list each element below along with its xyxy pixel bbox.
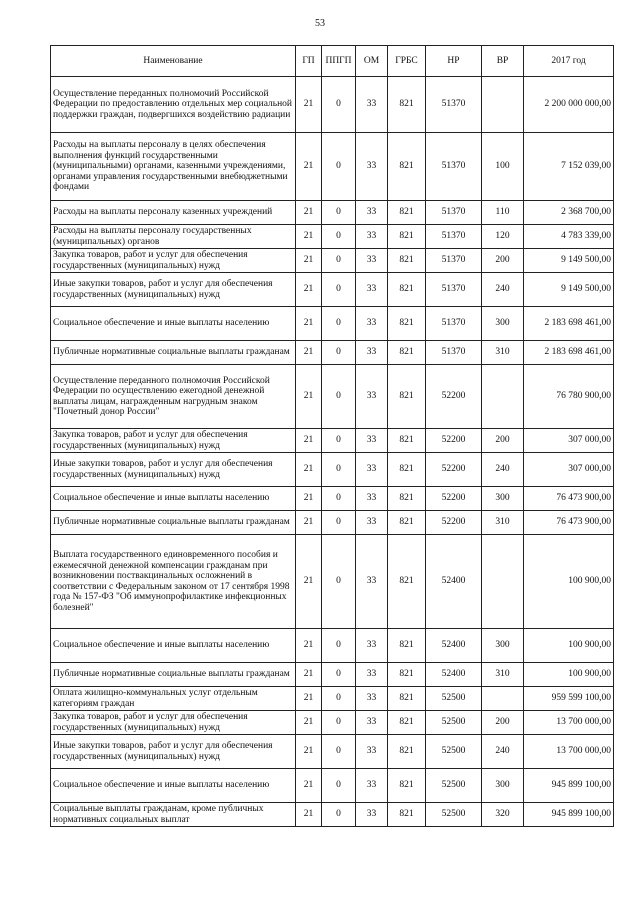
table-header-row [51,46,614,77]
row-om: 33 [356,487,388,511]
row-amount: 76 473 900,00 [524,487,614,511]
row-ppgp: 0 [322,453,356,487]
row-np: 52200 [426,487,482,511]
row-om: 33 [356,629,388,663]
row-grbs: 821 [388,663,426,687]
row-amount: 2 183 698 461,00 [524,307,614,341]
row-name: Оплата жилищно-коммунальных услуг отдельным категориям граждан [51,687,296,711]
row-om: 33 [356,225,388,249]
row-ppgp: 0 [322,511,356,535]
row-vr [482,687,524,711]
row-vr: 110 [482,201,524,225]
row-np: 51370 [426,341,482,365]
row-amount: 945 899 100,00 [524,769,614,803]
row-gp: 21 [296,803,322,827]
row-om: 33 [356,249,388,273]
row-grbs: 821 [388,453,426,487]
row-vr: 240 [482,735,524,769]
row-vr: 300 [482,487,524,511]
row-ppgp: 0 [322,735,356,769]
row-vr: 300 [482,307,524,341]
row-name: Социальные выплаты гражданам, кроме публичных нормативных социальных выплат [51,803,296,827]
table-row [51,663,614,687]
table-row [51,307,614,341]
header-ppgp: ППГП [322,46,356,77]
row-amount: 4 783 339,00 [524,225,614,249]
row-amount: 100 900,00 [524,663,614,687]
row-amount: 9 149 500,00 [524,249,614,273]
row-ppgp: 0 [322,803,356,827]
row-om: 33 [356,273,388,307]
row-ppgp: 0 [322,365,356,429]
row-name: Осуществление переданного полномочия Российской Федерации по осуществлению ежегодной денежной выплаты лицам, награжденным нагрудным знаком "Почетный донор России" [51,365,296,429]
row-name: Социальное обеспечение и иные выплаты населению [51,629,296,663]
row-gp: 21 [296,487,322,511]
row-grbs: 821 [388,225,426,249]
row-ppgp: 0 [322,429,356,453]
row-om: 33 [356,711,388,735]
row-gp: 21 [296,365,322,429]
row-ppgp: 0 [322,769,356,803]
row-grbs: 821 [388,687,426,711]
row-np: 52200 [426,511,482,535]
row-name: Социальное обеспечение и иные выплаты населению [51,307,296,341]
table-row [51,629,614,663]
row-amount: 2 200 000 000,00 [524,77,614,133]
row-ppgp: 0 [322,225,356,249]
row-vr: 310 [482,663,524,687]
row-gp: 21 [296,341,322,365]
row-np: 51370 [426,249,482,273]
row-grbs: 821 [388,77,426,133]
row-amount: 100 900,00 [524,535,614,629]
row-ppgp: 0 [322,133,356,201]
row-grbs: 821 [388,769,426,803]
row-np: 51370 [426,133,482,201]
row-om: 33 [356,453,388,487]
row-grbs: 821 [388,535,426,629]
row-ppgp: 0 [322,663,356,687]
row-om: 33 [356,133,388,201]
row-np: 51370 [426,225,482,249]
row-gp: 21 [296,225,322,249]
row-grbs: 821 [388,249,426,273]
header-om: ОМ [356,46,388,77]
header-name: Наименование [51,46,296,77]
row-om: 33 [356,341,388,365]
row-amount: 307 000,00 [524,429,614,453]
row-grbs: 821 [388,511,426,535]
row-ppgp: 0 [322,341,356,365]
table-row [51,201,614,225]
row-vr: 200 [482,711,524,735]
table-row [51,487,614,511]
table-row [51,225,614,249]
row-amount: 945 899 100,00 [524,803,614,827]
row-grbs: 821 [388,273,426,307]
header-year: 2017 год [524,46,614,77]
row-np: 52500 [426,803,482,827]
header-gp: ГП [296,46,322,77]
row-amount: 100 900,00 [524,629,614,663]
row-ppgp: 0 [322,629,356,663]
row-vr: 310 [482,511,524,535]
row-amount: 959 599 100,00 [524,687,614,711]
row-name: Закупка товаров, работ и услуг для обеспечения государственных (муниципальных) нужд [51,249,296,273]
row-name: Закупка товаров, работ и услуг для обеспечения государственных (муниципальных) нужд [51,429,296,453]
row-gp: 21 [296,535,322,629]
row-np: 51370 [426,307,482,341]
row-gp: 21 [296,429,322,453]
row-gp: 21 [296,133,322,201]
row-name: Иные закупки товаров, работ и услуг для обеспечения государственных (муниципальных) нужд [51,273,296,307]
row-name: Иные закупки товаров, работ и услуг для обеспечения государственных (муниципальных) нужд [51,735,296,769]
header-vr: ВР [482,46,524,77]
row-grbs: 821 [388,133,426,201]
table-row [51,511,614,535]
row-vr: 200 [482,429,524,453]
row-vr [482,535,524,629]
row-vr [482,365,524,429]
row-vr: 310 [482,341,524,365]
row-name: Публичные нормативные социальные выплаты гражданам [51,511,296,535]
page-number: 53 [315,18,325,29]
row-amount: 7 152 039,00 [524,133,614,201]
row-ppgp: 0 [322,535,356,629]
table-row [51,273,614,307]
row-np: 52200 [426,453,482,487]
row-gp: 21 [296,769,322,803]
row-vr: 320 [482,803,524,827]
row-amount: 2 368 700,00 [524,201,614,225]
table-row [51,453,614,487]
table-row [51,249,614,273]
table-row [51,341,614,365]
table-body [51,77,614,827]
row-name: Социальное обеспечение и иные выплаты населению [51,487,296,511]
row-gp: 21 [296,201,322,225]
row-name: Осуществление переданных полномочий Российской Федерации по предоставлению отдельных мер социальной поддержки граждан, подвергшихся воздействию радиации [51,77,296,133]
row-amount: 13 700 000,00 [524,735,614,769]
row-np: 51370 [426,273,482,307]
row-grbs: 821 [388,487,426,511]
row-ppgp: 0 [322,249,356,273]
row-np: 52400 [426,535,482,629]
row-grbs: 821 [388,341,426,365]
row-grbs: 821 [388,307,426,341]
row-gp: 21 [296,735,322,769]
row-gp: 21 [296,273,322,307]
row-np: 52500 [426,687,482,711]
row-vr: 240 [482,453,524,487]
row-vr: 300 [482,629,524,663]
row-vr: 300 [482,769,524,803]
row-om: 33 [356,687,388,711]
row-om: 33 [356,735,388,769]
row-np: 51370 [426,77,482,133]
row-om: 33 [356,511,388,535]
row-name: Расходы на выплаты персоналу казенных учреждений [51,201,296,225]
row-grbs: 821 [388,201,426,225]
row-amount: 307 000,00 [524,453,614,487]
row-name: Расходы на выплаты персоналу в целях обеспечения выполнения функций государственными (муниципальными) органами, казенными учреждениями, органами управления государственными внебюджетными фондами [51,133,296,201]
header-np: НР [426,46,482,77]
table-row [51,735,614,769]
row-om: 33 [356,365,388,429]
row-np: 52200 [426,365,482,429]
row-np: 52400 [426,663,482,687]
budget-table [50,45,614,827]
row-gp: 21 [296,629,322,663]
row-name: Выплата государственного единовременного пособия и ежемесячной денежной компенсации гражданам при возникновении поствакцинальных осложнений в соответствии с Федеральным законом от 17 сентября 1998 года № 157-ФЗ "Об иммунопрофилактике инфекционных болезней" [51,535,296,629]
row-np: 52500 [426,711,482,735]
row-ppgp: 0 [322,273,356,307]
row-grbs: 821 [388,365,426,429]
row-ppgp: 0 [322,201,356,225]
row-gp: 21 [296,663,322,687]
row-ppgp: 0 [322,77,356,133]
row-grbs: 821 [388,711,426,735]
row-grbs: 821 [388,429,426,453]
row-np: 52200 [426,429,482,453]
row-name: Социальное обеспечение и иные выплаты населению [51,769,296,803]
row-om: 33 [356,663,388,687]
table-row [51,365,614,429]
row-np: 52500 [426,769,482,803]
row-gp: 21 [296,307,322,341]
row-gp: 21 [296,249,322,273]
table-row [51,803,614,827]
row-name: Иные закупки товаров, работ и услуг для обеспечения государственных (муниципальных) нужд [51,453,296,487]
row-name: Публичные нормативные социальные выплаты гражданам [51,663,296,687]
row-vr [482,77,524,133]
row-np: 52500 [426,735,482,769]
row-name: Расходы на выплаты персоналу государственных (муниципальных) органов [51,225,296,249]
row-amount: 76 473 900,00 [524,511,614,535]
row-name: Закупка товаров, работ и услуг для обеспечения государственных (муниципальных) нужд [51,711,296,735]
row-om: 33 [356,803,388,827]
row-om: 33 [356,77,388,133]
table-row [51,429,614,453]
row-ppgp: 0 [322,307,356,341]
row-om: 33 [356,201,388,225]
row-vr: 120 [482,225,524,249]
row-grbs: 821 [388,629,426,663]
row-ppgp: 0 [322,687,356,711]
row-gp: 21 [296,511,322,535]
row-gp: 21 [296,453,322,487]
row-grbs: 821 [388,735,426,769]
row-amount: 13 700 000,00 [524,711,614,735]
row-om: 33 [356,769,388,803]
row-gp: 21 [296,687,322,711]
row-amount: 76 780 900,00 [524,365,614,429]
row-vr: 200 [482,249,524,273]
row-gp: 21 [296,77,322,133]
table-row [51,77,614,133]
row-np: 52400 [426,629,482,663]
header-grbs: ГРБС [388,46,426,77]
row-vr: 100 [482,133,524,201]
row-amount: 9 149 500,00 [524,273,614,307]
table-row [51,133,614,201]
row-vr: 240 [482,273,524,307]
table-row [51,711,614,735]
row-ppgp: 0 [322,487,356,511]
row-om: 33 [356,535,388,629]
row-om: 33 [356,307,388,341]
row-grbs: 821 [388,803,426,827]
table-row [51,687,614,711]
table-row [51,769,614,803]
row-gp: 21 [296,711,322,735]
row-amount: 2 183 698 461,00 [524,341,614,365]
row-np: 51370 [426,201,482,225]
table-row [51,535,614,629]
row-om: 33 [356,429,388,453]
row-name: Публичные нормативные социальные выплаты гражданам [51,341,296,365]
row-ppgp: 0 [322,711,356,735]
